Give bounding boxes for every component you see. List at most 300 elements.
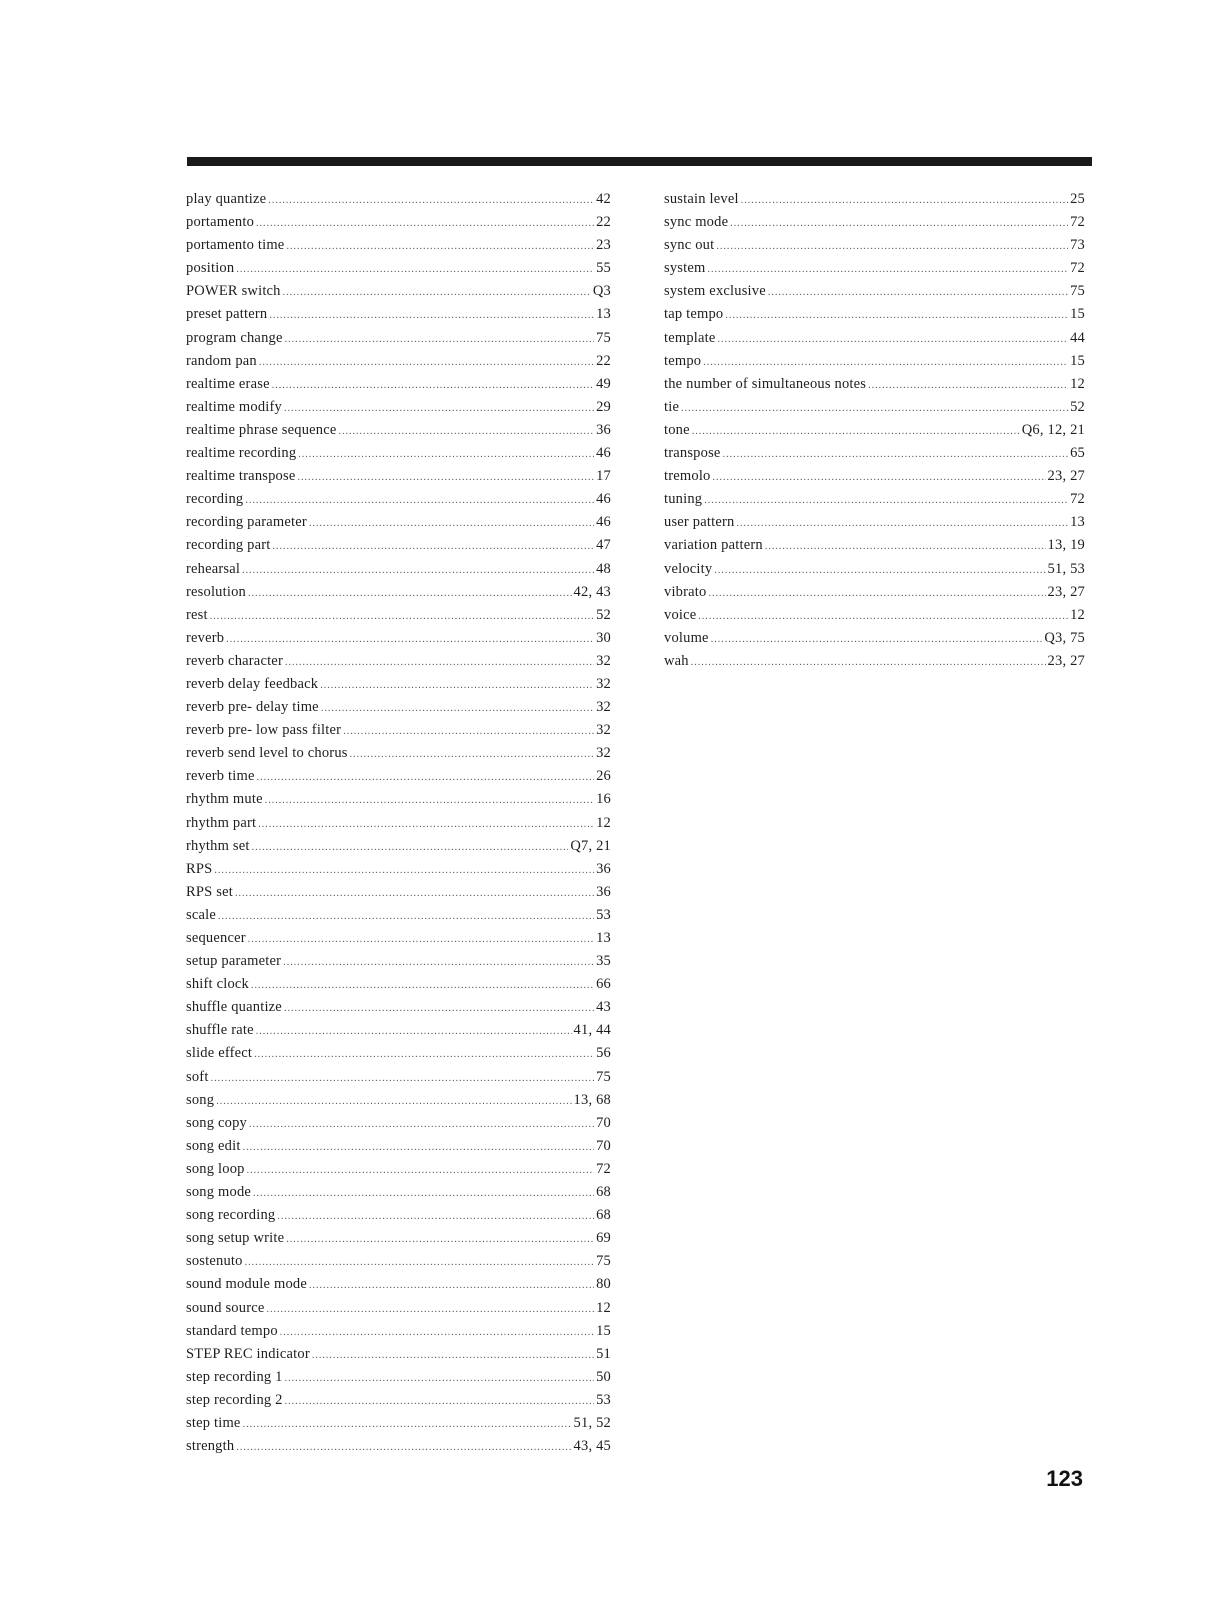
index-term: tap tempo (664, 306, 724, 323)
index-entry (186, 1297, 611, 1320)
index-entry (186, 973, 611, 996)
dot-leader (273, 535, 595, 558)
dot-leader (312, 1344, 594, 1367)
index-term: realtime phrase sequence (186, 421, 337, 438)
index-entry (186, 1089, 611, 1112)
index-pages: 23, 27 (1047, 468, 1085, 485)
dot-leader (226, 628, 594, 651)
index-term: song mode (186, 1184, 252, 1201)
index-term: rhythm mute (186, 791, 263, 808)
index-column-right (664, 188, 1085, 673)
index-entry (186, 927, 611, 950)
dot-leader (258, 813, 594, 836)
index-term: song loop (186, 1160, 245, 1177)
index-term: RPS set (186, 883, 233, 900)
index-pages: 68 (596, 1207, 611, 1224)
header-rule (187, 157, 1092, 166)
index-entry (664, 280, 1085, 303)
index-entry (186, 1389, 611, 1412)
index-pages: 75 (596, 1253, 611, 1270)
dot-leader (691, 651, 1046, 674)
index-term: standard tempo (186, 1322, 278, 1339)
dot-leader (692, 420, 1020, 443)
dot-leader (256, 1020, 572, 1043)
index-pages: 29 (596, 398, 611, 415)
index-pages: 17 (596, 468, 611, 485)
dot-leader (736, 512, 1068, 535)
dot-leader (723, 443, 1069, 466)
dot-leader (286, 235, 594, 258)
index-term: rehearsal (186, 560, 241, 577)
index-entry (664, 419, 1085, 442)
index-pages: 36 (596, 421, 611, 438)
index-term: strength (186, 1438, 235, 1455)
index-pages: 51 (596, 1345, 611, 1362)
index-entry (664, 627, 1085, 650)
dot-leader (280, 1321, 594, 1344)
index-term: recording parameter (186, 514, 307, 531)
index-entry (186, 812, 611, 835)
index-pages: Q6, 12, 21 (1021, 421, 1085, 438)
index-term: sound source (186, 1299, 265, 1316)
dot-leader (285, 328, 594, 351)
index-pages: 46 (596, 514, 611, 531)
index-entry (186, 1227, 611, 1250)
index-term: reverb (186, 629, 225, 646)
index-entry (664, 257, 1085, 280)
dot-leader (243, 1136, 595, 1159)
index-term: tie (664, 398, 680, 415)
index-term: velocity (664, 560, 713, 577)
index-pages: 32 (596, 699, 611, 716)
dot-leader (235, 882, 594, 905)
dot-leader (703, 351, 1068, 374)
index-pages: 35 (596, 953, 611, 970)
index-entry (186, 1435, 611, 1458)
page-number: 123 (1046, 1466, 1083, 1491)
dot-leader (277, 1205, 594, 1228)
dot-leader (256, 212, 594, 235)
index-pages: 44 (1070, 329, 1085, 346)
dot-leader (216, 1090, 571, 1113)
index-pages: 42 (596, 191, 611, 207)
dot-leader (339, 420, 595, 443)
dot-leader (708, 582, 1045, 605)
index-term: sound module mode (186, 1276, 308, 1293)
index-term: reverb send level to chorus (186, 745, 348, 762)
dot-leader (284, 997, 594, 1020)
index-entry (664, 303, 1085, 326)
index-entry (186, 627, 611, 650)
dot-leader (253, 1182, 594, 1205)
index-pages: 13 (596, 930, 611, 946)
dot-leader (714, 559, 1045, 582)
index-entry (186, 1158, 611, 1181)
index-entry (186, 1250, 611, 1273)
dot-leader (285, 1367, 594, 1390)
index-entry (186, 1204, 611, 1227)
index-term: rest (186, 606, 208, 623)
index-pages: 12 (596, 814, 611, 831)
index-entry (186, 1273, 611, 1296)
index-pages: 51, 52 (573, 1414, 611, 1431)
index-pages: 36 (596, 883, 611, 900)
dot-leader (725, 304, 1068, 327)
index-entry (186, 1412, 611, 1435)
dot-leader (730, 212, 1068, 235)
index-term: song copy (186, 1114, 248, 1131)
index-term: preset pattern (186, 306, 268, 323)
index-pages: 23, 27 (1047, 652, 1085, 669)
dot-leader (242, 559, 594, 582)
index-entry (664, 396, 1085, 419)
index-entry (664, 604, 1085, 627)
index-term: step recording 1 (186, 1368, 283, 1385)
index-term: reverb character (186, 652, 283, 669)
index-pages: 80 (596, 1276, 611, 1293)
dot-leader (245, 1251, 595, 1274)
index-pages: 75 (1070, 283, 1085, 300)
index-entry (664, 327, 1085, 350)
dot-leader (765, 535, 1046, 558)
index-term: sequencer (186, 930, 246, 946)
index-pages: 12 (596, 1299, 611, 1316)
index-pages: 32 (596, 675, 611, 692)
index-pages: 52 (1070, 398, 1085, 415)
index-term: volume (664, 629, 709, 646)
dot-leader (284, 397, 594, 420)
index-entry (186, 696, 611, 719)
index-term: sustain level (664, 191, 739, 207)
index-entry (186, 765, 611, 788)
dot-leader (218, 905, 594, 928)
index-pages: 65 (1070, 445, 1085, 462)
index-term: recording (186, 491, 244, 508)
index-pages: 72 (1070, 214, 1085, 231)
index-pages: 70 (596, 1137, 611, 1154)
index-entry (186, 742, 611, 765)
index-term: RPS (186, 860, 213, 877)
index-column-left (186, 188, 611, 1458)
index-term: tempo (664, 352, 702, 369)
index-pages: 42, 43 (573, 583, 611, 600)
index-entry (186, 465, 611, 488)
index-entry (186, 858, 611, 881)
index-pages: Q3 (592, 283, 611, 300)
index-pages: 15 (1070, 352, 1085, 369)
index-term: program change (186, 329, 283, 346)
index-pages: 25 (1070, 191, 1085, 207)
index-pages: 15 (596, 1322, 611, 1339)
index-entry (664, 650, 1085, 673)
index-term: portamento time (186, 237, 285, 254)
index-pages: 23 (596, 237, 611, 254)
index-entry (664, 373, 1085, 396)
index-term: scale (186, 906, 216, 923)
dot-leader (681, 397, 1068, 420)
index-entry (664, 558, 1085, 581)
dot-leader (285, 651, 594, 674)
index-entry (186, 604, 611, 627)
dot-leader (716, 235, 1068, 258)
index-entry (186, 211, 611, 234)
index-entry (186, 511, 611, 534)
index-term: portamento (186, 214, 255, 231)
index-term: song recording (186, 1207, 276, 1224)
dot-leader (247, 1159, 594, 1182)
dot-leader (252, 836, 569, 859)
index-entry (186, 534, 611, 557)
index-term: play quantize (186, 191, 267, 207)
dot-leader (259, 351, 594, 374)
index-pages: 13 (1070, 514, 1085, 531)
index-pages: 43 (596, 999, 611, 1016)
dot-leader (298, 466, 595, 489)
dot-leader (243, 1413, 572, 1436)
index-pages: 75 (596, 1068, 611, 1085)
dot-leader (343, 720, 594, 743)
index-entry (186, 327, 611, 350)
index-pages: 51, 53 (1047, 560, 1085, 577)
index-term: realtime modify (186, 398, 283, 415)
index-term: setup parameter (186, 953, 282, 970)
index-term: sostenuto (186, 1253, 243, 1270)
index-entry (664, 234, 1085, 257)
index-entry (186, 904, 611, 927)
index-pages: Q7, 21 (570, 837, 611, 854)
index-pages: 69 (596, 1230, 611, 1247)
dot-leader (269, 304, 594, 327)
index-term: recording part (186, 537, 271, 554)
index-pages: Q3, 75 (1044, 629, 1085, 646)
index-entry (186, 996, 611, 1019)
index-term: reverb time (186, 768, 255, 785)
dot-leader (320, 674, 594, 697)
dot-leader (741, 189, 1068, 212)
index-entry (186, 1366, 611, 1389)
index-term: song setup write (186, 1230, 285, 1247)
index-pages: 50 (596, 1368, 611, 1385)
index-term: sync mode (664, 214, 729, 231)
index-term: random pan (186, 352, 257, 369)
index-pages: 32 (596, 652, 611, 669)
index-term: system exclusive (664, 283, 766, 300)
index-term: rhythm set (186, 837, 250, 854)
index-term: variation pattern (664, 537, 763, 554)
index-term: rhythm part (186, 814, 257, 831)
dot-leader (286, 1228, 594, 1251)
dot-leader (283, 281, 591, 304)
index-pages: 72 (1070, 491, 1085, 508)
index-term: step time (186, 1414, 241, 1431)
index-term: sync out (664, 237, 715, 254)
index-entry (186, 1181, 611, 1204)
index-term: song (186, 1091, 215, 1108)
index-entry (664, 465, 1085, 488)
index-pages: 75 (596, 329, 611, 346)
index-term: resolution (186, 583, 246, 600)
index-term: user pattern (664, 514, 735, 531)
index-pages: 13, 19 (1047, 537, 1085, 554)
dot-leader (245, 489, 594, 512)
index-pages: 53 (596, 1391, 611, 1408)
index-term: shift clock (186, 976, 250, 993)
index-term: shuffle rate (186, 1022, 254, 1039)
index-pages: 32 (596, 722, 611, 739)
index-entry (186, 280, 611, 303)
index-term: realtime recording (186, 445, 297, 462)
index-pages: 48 (596, 560, 611, 577)
dot-leader (350, 743, 594, 766)
index-pages: 12 (1070, 375, 1085, 392)
index-pages: 52 (596, 606, 611, 623)
index-term: reverb delay feedback (186, 675, 319, 692)
index-pages: 12 (1070, 606, 1085, 623)
index-term: slide effect (186, 1045, 253, 1062)
index-term: STEP REC indicator (186, 1345, 310, 1362)
index-entry (664, 488, 1085, 511)
index-entry (186, 488, 611, 511)
dot-leader (214, 859, 594, 882)
index-entry (186, 581, 611, 604)
index-entry (186, 234, 611, 257)
index-term: reverb pre- delay time (186, 699, 319, 716)
dot-leader (236, 258, 594, 281)
dot-leader (321, 697, 594, 720)
index-entry (186, 950, 611, 973)
index-entry (186, 396, 611, 419)
index-term: reverb pre- low pass filter (186, 722, 342, 739)
index-pages: 36 (596, 860, 611, 877)
index-term: soft (186, 1068, 209, 1085)
index-term: step recording 2 (186, 1391, 283, 1408)
index-entry (186, 673, 611, 696)
index-entry (186, 373, 611, 396)
dot-leader (298, 443, 594, 466)
index-pages: 55 (596, 260, 611, 277)
index-term: realtime transpose (186, 468, 296, 485)
index-entry (186, 1112, 611, 1135)
index-term: POWER switch (186, 283, 281, 300)
index-term: voice (664, 606, 697, 623)
index-pages: 13 (596, 306, 611, 323)
dot-leader (713, 466, 1046, 489)
dot-leader (704, 489, 1068, 512)
index-pages: 66 (596, 976, 611, 993)
dot-leader (248, 582, 572, 605)
dot-leader (268, 189, 594, 212)
dot-leader (309, 1274, 594, 1297)
index-entry (186, 881, 611, 904)
index-entry (664, 534, 1085, 557)
index-entry (186, 257, 611, 280)
index-entry (664, 188, 1085, 211)
index-pages: 16 (596, 791, 611, 808)
index-entry (186, 719, 611, 742)
index-pages: 22 (596, 352, 611, 369)
index-term: shuffle quantize (186, 999, 282, 1016)
index-pages: 43, 45 (573, 1438, 611, 1455)
index-pages: 47 (596, 537, 611, 554)
dot-leader (285, 1390, 594, 1413)
dot-leader (718, 328, 1069, 351)
index-pages: 46 (596, 491, 611, 508)
index-pages: 70 (596, 1114, 611, 1131)
index-entry (664, 581, 1085, 604)
index-term: system (664, 260, 706, 277)
index-pages: 22 (596, 214, 611, 231)
dot-leader (236, 1436, 571, 1459)
dot-leader (254, 1043, 594, 1066)
index-term: wah (664, 652, 689, 669)
dot-leader (257, 766, 594, 789)
index-pages: 68 (596, 1184, 611, 1201)
index-term: transpose (664, 445, 721, 462)
index-term: song edit (186, 1137, 241, 1154)
dot-leader (211, 1067, 595, 1090)
index-entry (186, 1042, 611, 1065)
index-entry (186, 419, 611, 442)
index-term: vibrato (664, 583, 707, 600)
index-entry (664, 511, 1085, 534)
index-pages: 72 (596, 1160, 611, 1177)
index-entry (186, 1019, 611, 1042)
index-term: tone (664, 421, 690, 438)
index-entry (186, 835, 611, 858)
dot-leader (210, 605, 594, 628)
index-pages: 56 (596, 1045, 611, 1062)
index-entry (186, 1066, 611, 1089)
index-pages: 53 (596, 906, 611, 923)
index-entry (186, 188, 611, 211)
index-entry (186, 1343, 611, 1366)
index-entry (664, 350, 1085, 373)
index-entry (186, 303, 611, 326)
dot-leader (248, 928, 594, 951)
index-entry (186, 788, 611, 811)
index-entry (186, 1320, 611, 1343)
dot-leader (267, 1298, 595, 1321)
dot-leader (265, 789, 594, 812)
index-pages: 32 (596, 745, 611, 762)
dot-leader (707, 258, 1068, 281)
index-entry (664, 211, 1085, 234)
dot-leader (249, 1113, 594, 1136)
index-entry (186, 1135, 611, 1158)
index-pages: 46 (596, 445, 611, 462)
index-term: template (664, 329, 716, 346)
dot-leader (272, 374, 594, 397)
index-pages: 30 (596, 629, 611, 646)
index-entry (664, 442, 1085, 465)
index-pages: 49 (596, 375, 611, 392)
dot-leader (711, 628, 1043, 651)
dot-leader (283, 951, 594, 974)
index-pages: 26 (596, 768, 611, 785)
index-pages: 15 (1070, 306, 1085, 323)
index-entry (186, 442, 611, 465)
dot-leader (309, 512, 594, 535)
index-pages: 72 (1070, 260, 1085, 277)
index-term: the number of simultaneous notes (664, 375, 867, 392)
index-term: tuning (664, 491, 703, 508)
dot-leader (768, 281, 1068, 304)
index-pages: 13, 68 (573, 1091, 611, 1108)
dot-leader (251, 974, 594, 997)
index-pages: 23, 27 (1047, 583, 1085, 600)
index-entry (186, 558, 611, 581)
index-term: realtime erase (186, 375, 270, 392)
